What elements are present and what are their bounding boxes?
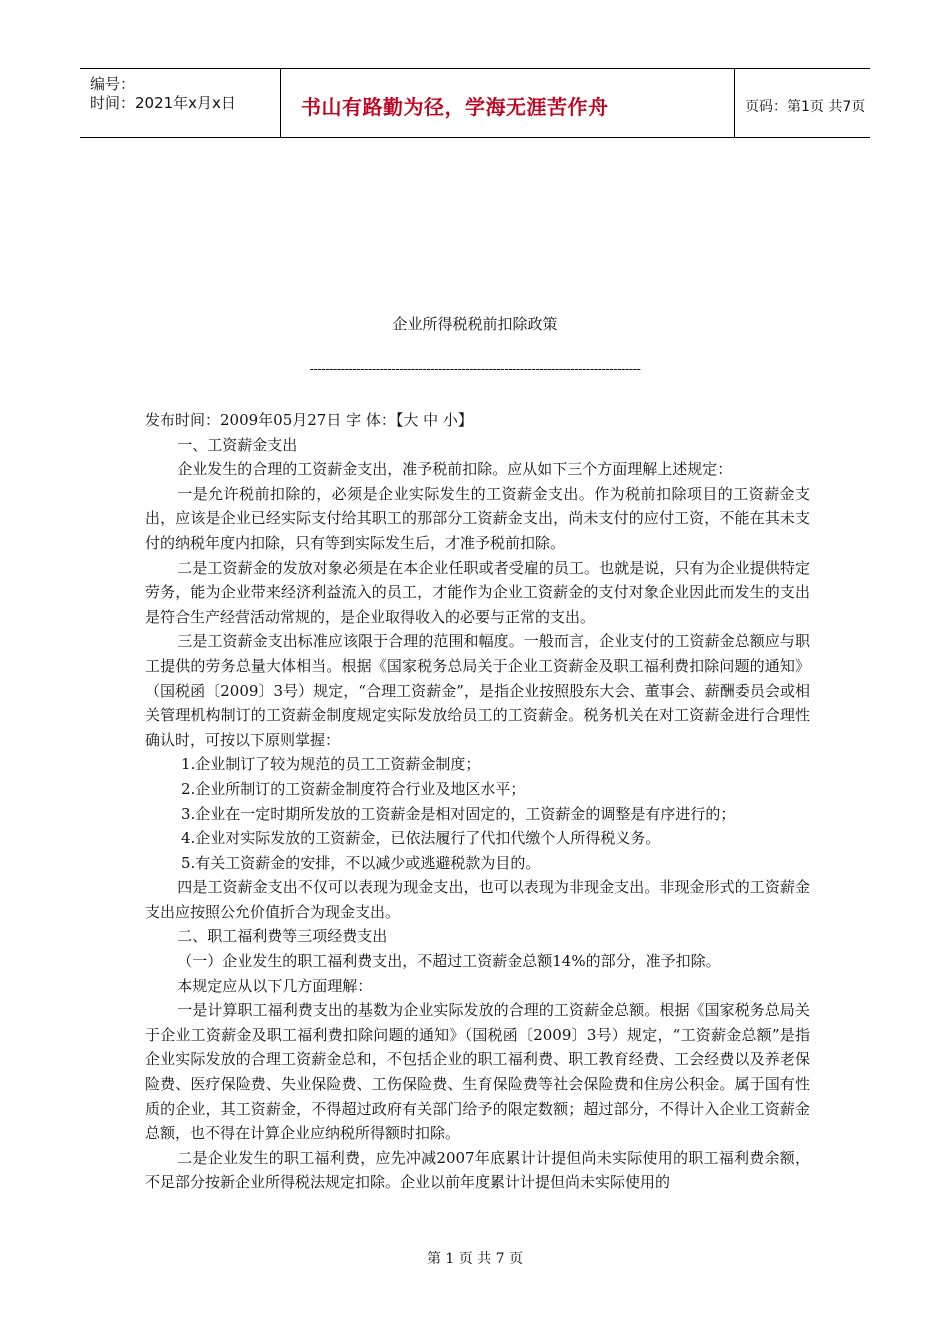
- numbered-item: 3.企业在一定时期所发放的工资薪金是相对固定的，工资薪金的调整是有序进行的；: [181, 804, 736, 823]
- paragraph: 一是允许税前扣除的，必须是企业实际发生的工资薪金支出。作为税前扣除项目的工资薪金支出，应该是企业已经实际支付给其职工的那部分工资薪金支出，尚未支付的应付工资，不能在其未支付的纳税年度内扣除，只有等到实际发生后，才准予税前扣除。: [145, 484, 810, 552]
- header-page-cell: [735, 69, 870, 137]
- page-header: [80, 68, 870, 138]
- paragraph: 二是企业发生的职工福利费，应先冲减2007年底累计计提但尚未实际使用的职工福利费余额，不足部分按新企业所得税法规定扣除。企业以前年度累计计提但尚未实际使用的: [145, 1148, 810, 1192]
- numbered-item: 5.有关工资薪金的安排，不以减少或逃避税款为目的。: [181, 853, 541, 872]
- section-heading: 一、工资薪金支出: [177, 435, 298, 454]
- document-body: [145, 408, 810, 1195]
- paragraph: 二是工资薪金的发放对象必须是在本企业任职或者受雇的员工。也就是说，只有为企业提供特定劳务，能为企业带来经济利益流入的员工，才能作为企业工资薪金的支付对象企业因此而发生的支出是符合生产经营活动常规的，是企业取得收入的必要与正常的支出。: [145, 558, 810, 626]
- page-info: 页码：第1页 共7页: [745, 99, 866, 115]
- header-motto-cell: [280, 69, 735, 137]
- section-heading: 二、职工福利费等三项经费支出: [177, 927, 388, 946]
- numbered-item: 2.企业所制订的工资薪金制度符合行业及地区水平；: [181, 779, 526, 798]
- paragraph: 企业发生的合理的工资薪金支出，准予税前扣除。应从如下三个方面理解上述规定：: [177, 460, 733, 479]
- page-footer: 第 1 页 共 7 页: [426, 1251, 524, 1267]
- numbered-item: 1.企业制订了较为规范的员工工资薪金制度；: [181, 755, 481, 774]
- paragraph: （一）企业发生的职工福利费支出，不超过工资薪金总额14%的部分，准予扣除。: [177, 952, 721, 971]
- header-meta-cell: [80, 69, 280, 137]
- number-label: 编号：: [90, 75, 136, 93]
- document-title: 企业所得税税前扣除政策: [392, 315, 558, 333]
- publish-meta: 发布时间：2009年05月27日 字 体：【大 中 小】: [145, 411, 473, 429]
- paragraph: 本规定应从以下几方面理解：: [177, 976, 373, 995]
- paragraph: 四是工资薪金支出不仅可以表现为现金支出，也可以表现为非现金支出。非现金形式的工资薪金支出应按照公允价值折合为现金支出。: [145, 878, 810, 921]
- time-label: 时间：2021年x月x日: [90, 94, 236, 112]
- paragraph: 三是工资薪金支出标准应该限于合理的范围和幅度。一般而言，企业支付的工资薪金总额应与职工提供的劳务总量大体相当。根据《国家税务总局关于企业工资薪金及职工福利费扣除问题的通知》（国税函〔2009〕3号）规定，“合理工资薪金”，是指企业按照股东大会、董事会、薪酬委员会或相关管理机构制订的工资薪金制度规定实际发放给员工的工资薪金。税务机关在对工资薪金进行合理性确认时，可按以下原则掌握：: [145, 632, 810, 749]
- paragraph: 一是计算职工福利费支出的基数为企业实际发放的合理的工资薪金总额。根据《国家税务总局关于企业工资薪金及职工福利费扣除问题的通知》（国税函〔2009〕3号）规定，“工资薪金总额”是指企业实际发放的合理工资薪金总和，不包括企业的职工福利费、职工教育经费、工会经费以及养老保险费、医疗保险费、失业保险费、工伤保险费、生育保险费等社会保险费和住房公积金。属于国有性质的企业，其工资薪金，不得超过政府有关部门给予的限定数额；超过部分，不得计入企业工资薪金总额，也不得在计算企业应纳税所得额时扣除。: [145, 1001, 810, 1143]
- numbered-item: 4.企业对实际发放的工资薪金，已依法履行了代扣代缴个人所得税义务。: [181, 829, 661, 848]
- separator-line: -------------------------------------------------------------------------------------: [309, 362, 641, 377]
- motto-text: 书山有路勤为径，学海无涯苦作舟: [301, 95, 609, 119]
